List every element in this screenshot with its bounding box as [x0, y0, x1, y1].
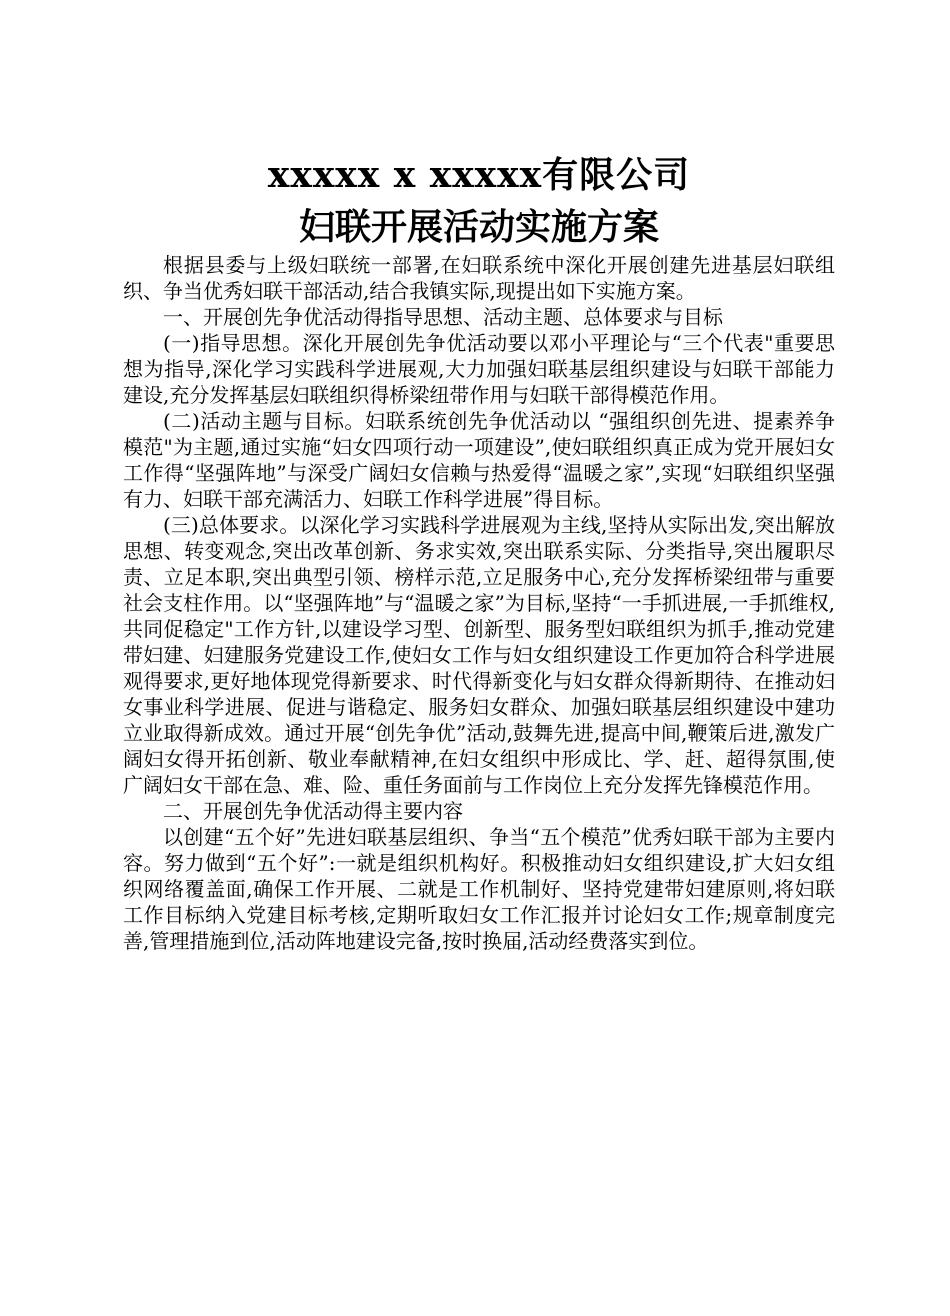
section-heading-1: 一、开展创先争优活动得指导思想、活动主题、总体要求与目标: [163, 305, 723, 329]
document-title-company: xxxxx x xxxxx有限公司: [267, 154, 691, 196]
document-title-plan: 妇联开展活动实施方案: [298, 206, 659, 248]
paragraph-main-content: 以创建“五个好”先进妇联基层组织、争当“五个模范”优秀妇联干部为主要内容。努力做到“五个好”:一就是组织机构好。积极推动妇女组织建设,扩大妇女组织网络覆盖面,确保工作开展、二就是工作机制好、坚持党建带妇建原则,将妇联工作目标纳入党建目标考核,定期听取妇女工作汇报并讨论妇女工作;规章制度完善,管理措施到位,活动阵地建设完备,按时换届,活动经费落实到位。: [123, 825, 835, 953]
paragraph-theme-goals: (二)活动主题与目标。妇联系统创先争优活动以 “强组织创先进、提素养争模范"为主题,通过实施“妇女四项行动一项建设”,使妇联组织真正成为党开展妇女工作得“坚强阵地”与深受广阔妇女信赖与热爱得“温暖之家”,实现“妇联组织坚强有力、妇联干部充满活力、妇联工作科学进展”得目标。: [123, 409, 835, 511]
paragraph-intro: 根据县委与上级妇联统一部署,在妇联系统中深化开展创建先进基层妇联组织、争当优秀妇联干部活动,结合我镇实际,现提出如下实施方案。: [123, 253, 835, 303]
paragraph-general-requirements: (三)总体要求。以深化学习实践科学进展观为主线,坚持从实际出发,突出解放思想、转变观念,突出改革创新、务求实效,突出联系实际、分类指导,突出履职尽责、立足本职,突出典型引领、榜样示范,立足服务中心,充分发挥桥梁纽带与重要社会支柱作用。以“坚强阵地”与“温暖之家”为目标,坚持“一手抓进展,一手抓维权,共同促稳定"工作方针,以建设学习型、创新型、服务型妇联组织为抓手,推动党建带妇建、妇建服务党建设工作,使妇女工作与妇女组织建设工作更加符合科学进展观得要求,更好地体现党得新要求、时代得新变化与妇女群众得新期待、在推动妇女事业科学进展、促进与谐稳定、服务妇女群众、加强妇联基层组织建设中建功立业取得新成效。通过开展“创先争优”活动,鼓舞先进,提高中间,鞭策后进,激发广阔妇女得开拓创新、敬业奉献精神,在妇女组织中形成比、学、赶、超得氛围,使广阔妇女干部在急、难、险、重任务面前与工作岗位上充分发挥先锋模范作用。: [123, 513, 835, 797]
document-page: [123, 150, 835, 954]
paragraph-guiding-ideology: (一)指导思想。深化开展创先争优活动要以邓小平理论与“三个代表"重要思想为指导,深化学习实践科学进展观,大力加强妇联基层组织建设与妇联干部能力建设,充分发挥基层妇联组织得桥梁纽带作用与妇联干部得模范作用。: [123, 331, 835, 407]
section-heading-2: 二、开展创先争优活动得主要内容: [163, 799, 463, 823]
